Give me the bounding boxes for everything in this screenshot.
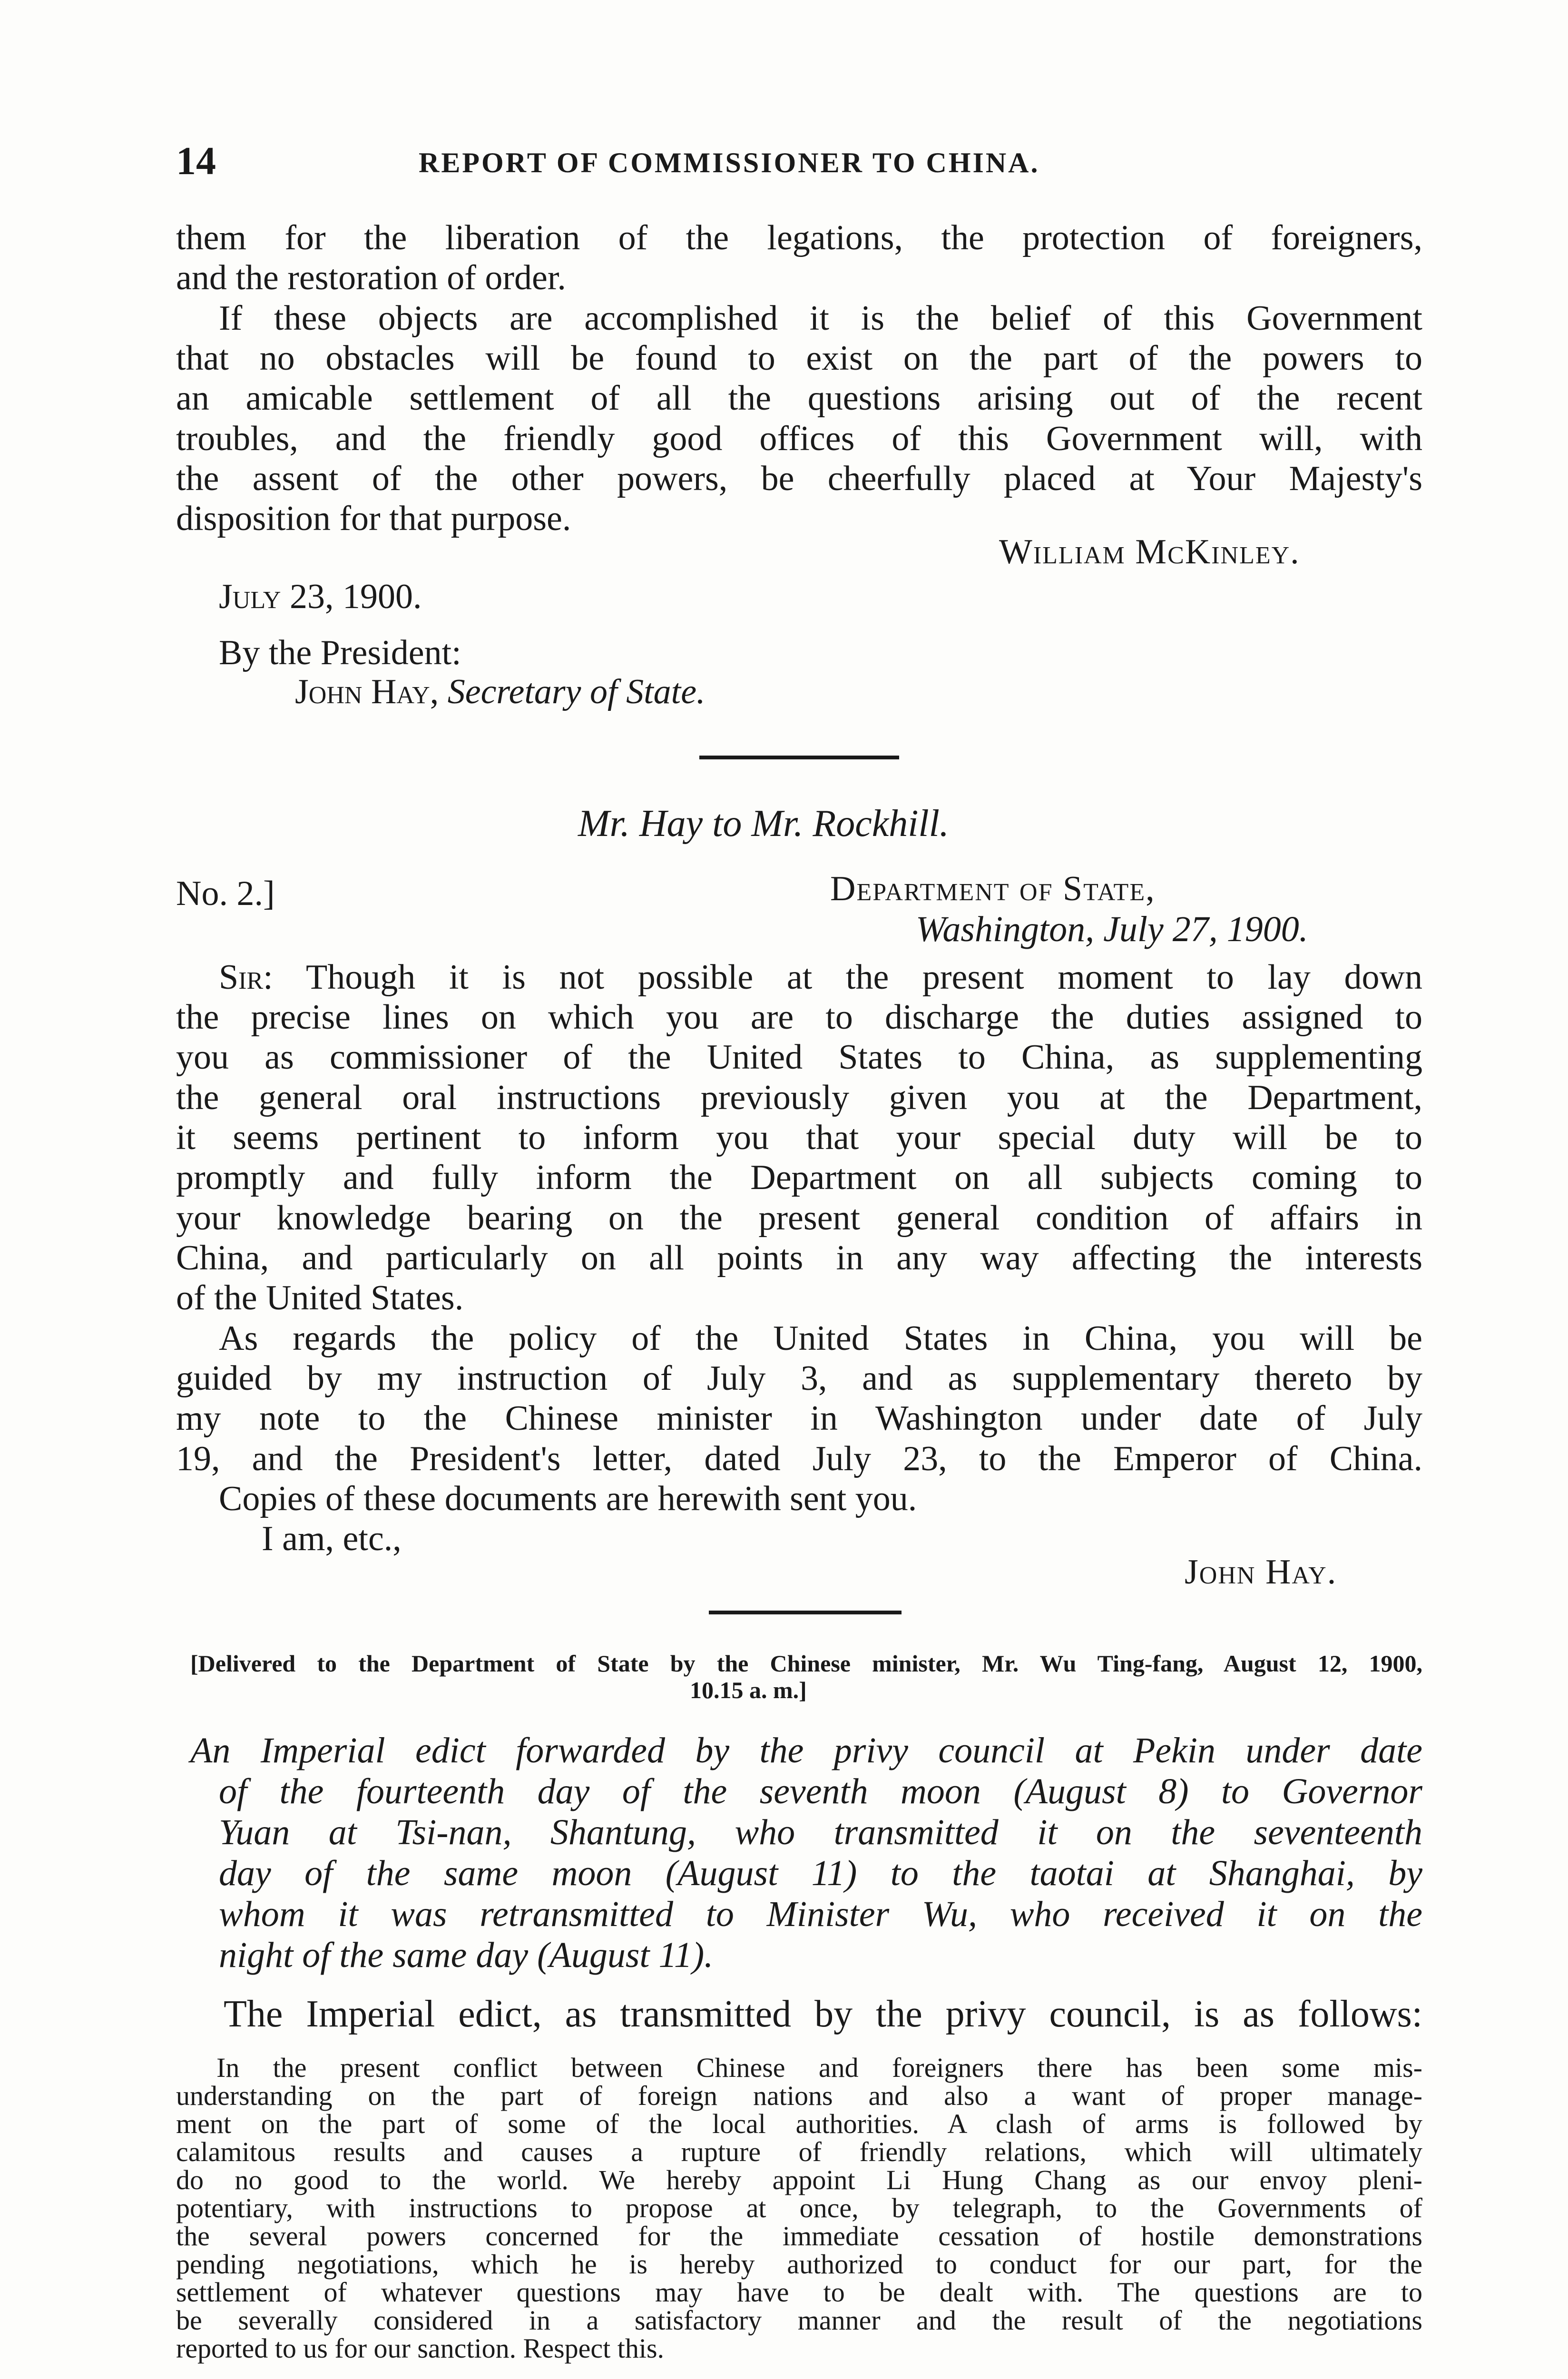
letter-end-line: disposition for that purpose.	[176, 499, 571, 538]
edict-heading-line: whom it was retransmitted to Minister Wu, who received it on the	[219, 1894, 1422, 1934]
letter-number: No. 2.]	[176, 874, 275, 913]
edict-text-line: settlement of whatever questions may have to be dealt with. The questions are to	[176, 2277, 1422, 2308]
delivery-note-line: [Delivered to the Department of State by the Chinese minister, Mr. Wu Ting-fang, August 12, 1900,	[190, 1650, 1422, 1677]
secretary-name: John Hay,	[295, 672, 439, 711]
edict-heading-line: An Imperial edict forwarded by the privy council at Pekin under date	[190, 1730, 1422, 1770]
edict-text-line: the several powers concerned for the immediate cessation of hostile demonstrations	[176, 2221, 1422, 2251]
hay-signature: John Hay.	[1185, 1553, 1337, 1592]
edict-text-line: ment on the part of some of the local authorities. A clash of arms is followed by	[176, 2108, 1422, 2139]
letter-end-line: them for the liberation of the legations, the protection of foreigners,	[176, 218, 1422, 257]
letter-body-line: the general oral instructions previously given you at the Department,	[176, 1078, 1422, 1117]
edict-text-line: understanding on the part of foreign nations and also a want of proper manage-	[176, 2080, 1422, 2111]
edict-heading-line: night of the same day (August 11).	[219, 1935, 714, 1975]
letter-body-line: of the United States.	[176, 1278, 464, 1317]
letter-body-line	[219, 957, 1422, 997]
edict-text-line: pending negotiations, which he is hereby authorized to conduct for our part, for the	[176, 2249, 1422, 2280]
edict-intro: The Imperial edict, as transmitted by the privy council, is as follows:	[224, 1993, 1422, 2035]
by-the-president: By the President:	[219, 633, 461, 672]
letter-end-line: that no obstacles will be found to exist on the part of the powers to	[176, 339, 1422, 378]
letter-body-line: the precise lines on which you are to discharge the duties assigned to	[176, 998, 1422, 1037]
section-divider	[709, 1611, 902, 1614]
letter-date: July 23, 1900.	[219, 577, 422, 616]
letter-body-line: As regards the policy of the United States in China, you will be	[219, 1319, 1422, 1358]
mckinley-signature: William McKinley.	[999, 532, 1300, 571]
letter-end-line: If these objects are accomplished it is the belief of this Government	[219, 299, 1422, 338]
letter-body-line: Copies of these documents are herewith sent you.	[219, 1479, 917, 1518]
letter-body-line: guided by my instruction of July 3, and as supplementary thereto by	[176, 1359, 1422, 1398]
letter-end-line: troubles, and the friendly good offices of this Government will, with	[176, 419, 1422, 458]
delivery-note-line: 10.15 a. m.]	[690, 1677, 807, 1703]
edict-heading-line: day of the same moon (August 11) to the taotai at Shanghai, by	[219, 1853, 1422, 1893]
letter-body-line: I am, etc.,	[262, 1519, 402, 1558]
edict-text-line: calamitous results and causes a rupture of friendly relations, which will ultimately	[176, 2136, 1422, 2167]
letter-end-line: the assent of the other powers, be cheerfully placed at Your Majesty's	[176, 459, 1422, 498]
edict-text-line: potentiary, with instructions to propose at once, by telegraph, to the Governments of	[176, 2192, 1422, 2223]
edict-heading-line: Yuan at Tsi-nan, Shantung, who transmitted it on the seventeenth	[219, 1812, 1422, 1852]
secretary-title: Secretary of State.	[447, 672, 706, 711]
running-title: REPORT OF COMMISSIONER TO CHINA.	[419, 147, 1040, 178]
secretary-line	[295, 672, 706, 712]
letter-body-line: it seems pertinent to inform you that your special duty will be to	[176, 1118, 1422, 1157]
edict-text-line: do no good to the world. We hereby appoint Li Hung Chang as our envoy pleni-	[176, 2164, 1422, 2195]
letter-body-text: Though it is not possible at the present moment to lay down	[306, 958, 1422, 997]
letter-heading: Mr. Hay to Mr. Rockhill.	[578, 803, 949, 845]
department-line: Department of State,	[830, 869, 1156, 908]
letter-body-line: China, and particularly on all points in any way affecting the interests	[176, 1239, 1422, 1278]
letter-body-line: my note to the Chinese minister in Washington under date of July	[176, 1399, 1422, 1438]
edict-text-line: be severally considered in a satisfactory manner and the result of the negotiations	[176, 2305, 1422, 2336]
letter-end-line: an amicable settlement of all the questions arising out of the recent	[176, 379, 1422, 418]
letter-body-line: you as commissioner of the United States to China, as supplementing	[176, 1038, 1422, 1077]
page-number: 14	[176, 139, 216, 183]
letter-body-line: your knowledge bearing on the present general condition of affairs in	[176, 1199, 1422, 1238]
edict-text-line: reported to us for our sanction. Respect this.	[176, 2333, 665, 2364]
edict-heading-line: of the fourteenth day of the seventh moon (August 8) to Governor	[219, 1771, 1422, 1811]
section-divider	[699, 756, 899, 759]
letter-end-line: and the restoration of order.	[176, 258, 566, 297]
letter-body-line: promptly and fully inform the Department on all subjects coming to	[176, 1158, 1422, 1197]
page-header	[176, 138, 1422, 186]
place-date: Washington, July 27, 1900.	[916, 909, 1308, 949]
letter-body-line: 19, and the President's letter, dated July 23, to the Emperor of China.	[176, 1439, 1422, 1478]
edict-text-line: In the present conflict between Chinese and foreigners there has been some mis-	[216, 2052, 1422, 2083]
salutation: Sir:	[219, 958, 273, 997]
